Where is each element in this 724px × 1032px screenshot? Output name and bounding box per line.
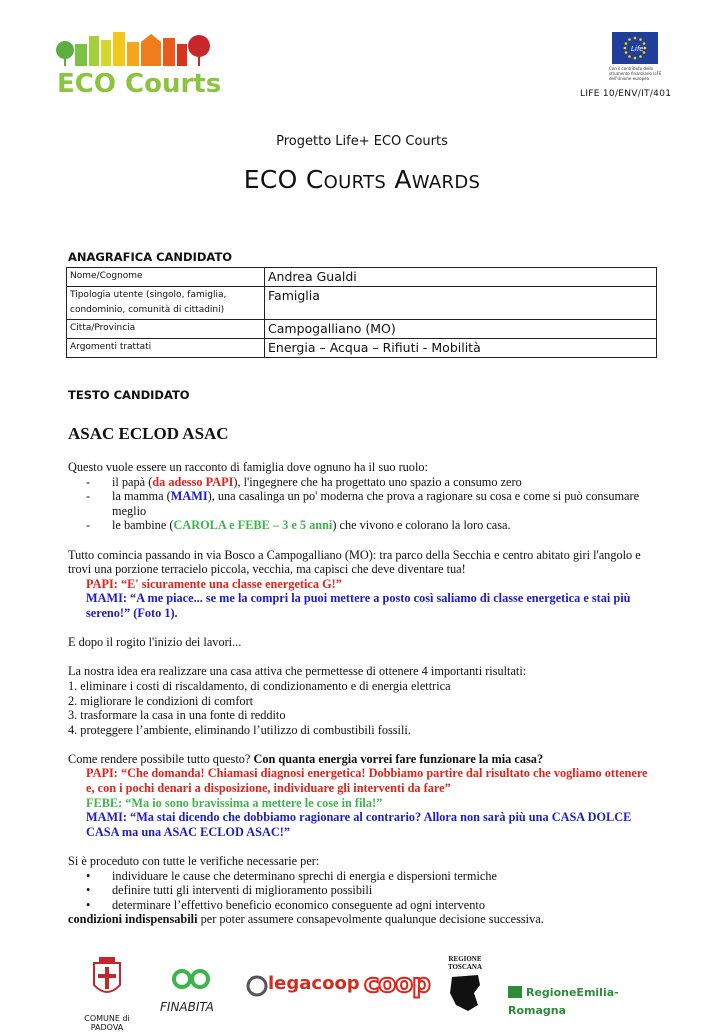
list-item: 4. proteggere l’ambiente, eliminando l’utilizzo di combustibili fossili.: [68, 722, 411, 737]
eco-courts-logo: [55, 28, 225, 102]
list-item: - le bambine (CAROLA e FEBE – 3 e 5 anni) che vivono e colorano la loro casa.: [86, 518, 511, 533]
project-line: Progetto Life+ ECO Courts: [276, 134, 448, 149]
paragraph: La nostra idea era realizzare una casa attiva che permettesse di ottenere 4 importanti risultati:: [68, 664, 527, 679]
legacoop-logo: legacoop: [246, 973, 346, 1003]
list-item: 1. eliminare i costi di riscaldamento, di condizionamento e di energia elettrica: [68, 678, 451, 693]
table-key: Citta/Provincia: [67, 320, 265, 339]
quote-papi: PAPI: “E' sicuramente una classe energetica G!”: [86, 576, 342, 591]
svg-text:ECO Courts: ECO Courts: [57, 69, 222, 99]
regione-toscana-logo: REGIONE TOSCANA: [440, 955, 490, 1024]
table-row: [67, 287, 657, 320]
quote-mami: MAMI: “Ma stai dicendo che dobbiamo ragionare al contrario? Allora non sarà più una CASA DOLCE CASA ma una ASAC ECLOD ASAC!”: [86, 810, 632, 839]
list-item: • definire tutti gli interventi di miglioramento possibili: [86, 883, 373, 898]
paragraph: Come rendere possibile tutto questo? Con quanta energia vorrei fare funzionare la mia casa?: [68, 751, 544, 766]
table-row: [67, 339, 657, 358]
paragraph: condizioni indispensabili per poter assumere consapevolmente qualunque decisione successiva.: [68, 912, 544, 927]
candidate-table: [66, 267, 657, 358]
paragraph: Tutto comincia passando in via Bosco a Campogalliano (MO): tra parco della Secchia e centro abitato giri l'angolo e trovi una porzione terracielo piccola, vecchia, ma capisci che deve diventare tua!: [68, 547, 641, 577]
list-item: - la mamma (MAMI), una casalinga un po' moderna che prova a ragionare su cosa e come si può consumare meglio: [86, 489, 640, 518]
table-value: Energia – Acqua – Rifiuti - Mobilità: [265, 339, 657, 358]
table-row: [67, 320, 657, 339]
table-value: Andrea Gualdi: [265, 268, 657, 287]
eu-caption: Con il contributo dello strumento finanziario LIFE dell'Unione europea: [609, 66, 662, 81]
table-value: Famiglia: [265, 287, 657, 320]
eu-flag-logo: [612, 32, 658, 64]
list-item: • individuare le cause che determinano sprechi di energia e dispersioni termiche: [86, 868, 497, 883]
section-heading-text: TESTO CANDIDATO: [68, 388, 190, 402]
quote-febe: FEBE: “Ma io sono bravissima a mettere le cose in fila!”: [86, 795, 383, 810]
table-key: Argomenti trattati: [67, 339, 265, 358]
list-item: • determinare l’effettivo beneficio economico conseguente ad ogni intervento: [86, 897, 485, 912]
comune-padova-logo: COMUNE di PADOVA: [72, 957, 142, 1021]
page-title: ECO COURTS AWARDS: [243, 165, 481, 194]
paragraph: Questo vuole essere un racconto di famiglia dove ognuno ha il suo ruolo:: [68, 460, 428, 474]
section-heading-candidate: ANAGRAFICA CANDIDATO: [68, 250, 233, 264]
table-key: Tipologia utente (singolo, famiglia, condominio, comunità di cittadini): [67, 287, 265, 320]
story-title: ASAC ECLOD ASAC: [68, 424, 229, 443]
paragraph: E dopo il rogito l'inizio dei lavori...: [68, 635, 242, 650]
list-item: - il papà (da adesso PAPI), l'ingegnere che ha progettato uno spazio a consumo zero: [86, 474, 522, 489]
table-value: Campogalliano (MO): [265, 320, 657, 339]
partner-logos: [0, 955, 724, 1032]
life-code: LIFE 10/ENV/IT/401: [580, 89, 672, 99]
list-item: 2. migliorare le condizioni di comfort: [68, 693, 254, 708]
regione-emilia-romagna-logo: RegioneEmilia-Romagna: [508, 985, 619, 1017]
svg-text:Life: Life: [631, 45, 644, 53]
quote-mami: MAMI: “A me piace... se me la compri la puoi mettere a posto così saliamo di classe energetica e stai più sereno!” (Foto 1).: [86, 591, 631, 620]
paragraph: Si è proceduto con tutte le verifiche necessarie per:: [68, 854, 320, 869]
finabita-logo: FINABITA: [160, 965, 230, 1015]
list-item: 3. trasformare la casa in una fonte di reddito: [68, 708, 286, 723]
table-row: [67, 268, 657, 287]
coop-logo: coop: [364, 969, 430, 999]
story-body: [68, 460, 658, 927]
quote-papi: PAPI: “Che domanda! Chiamasi diagnosi energetica! Dobbiamo partire dal risultato che vogliamo ottenere e, con i pochi denari a disposizione, individuare gli interventi da fare”: [86, 766, 648, 796]
table-key: Nome/Cognome: [67, 268, 265, 287]
